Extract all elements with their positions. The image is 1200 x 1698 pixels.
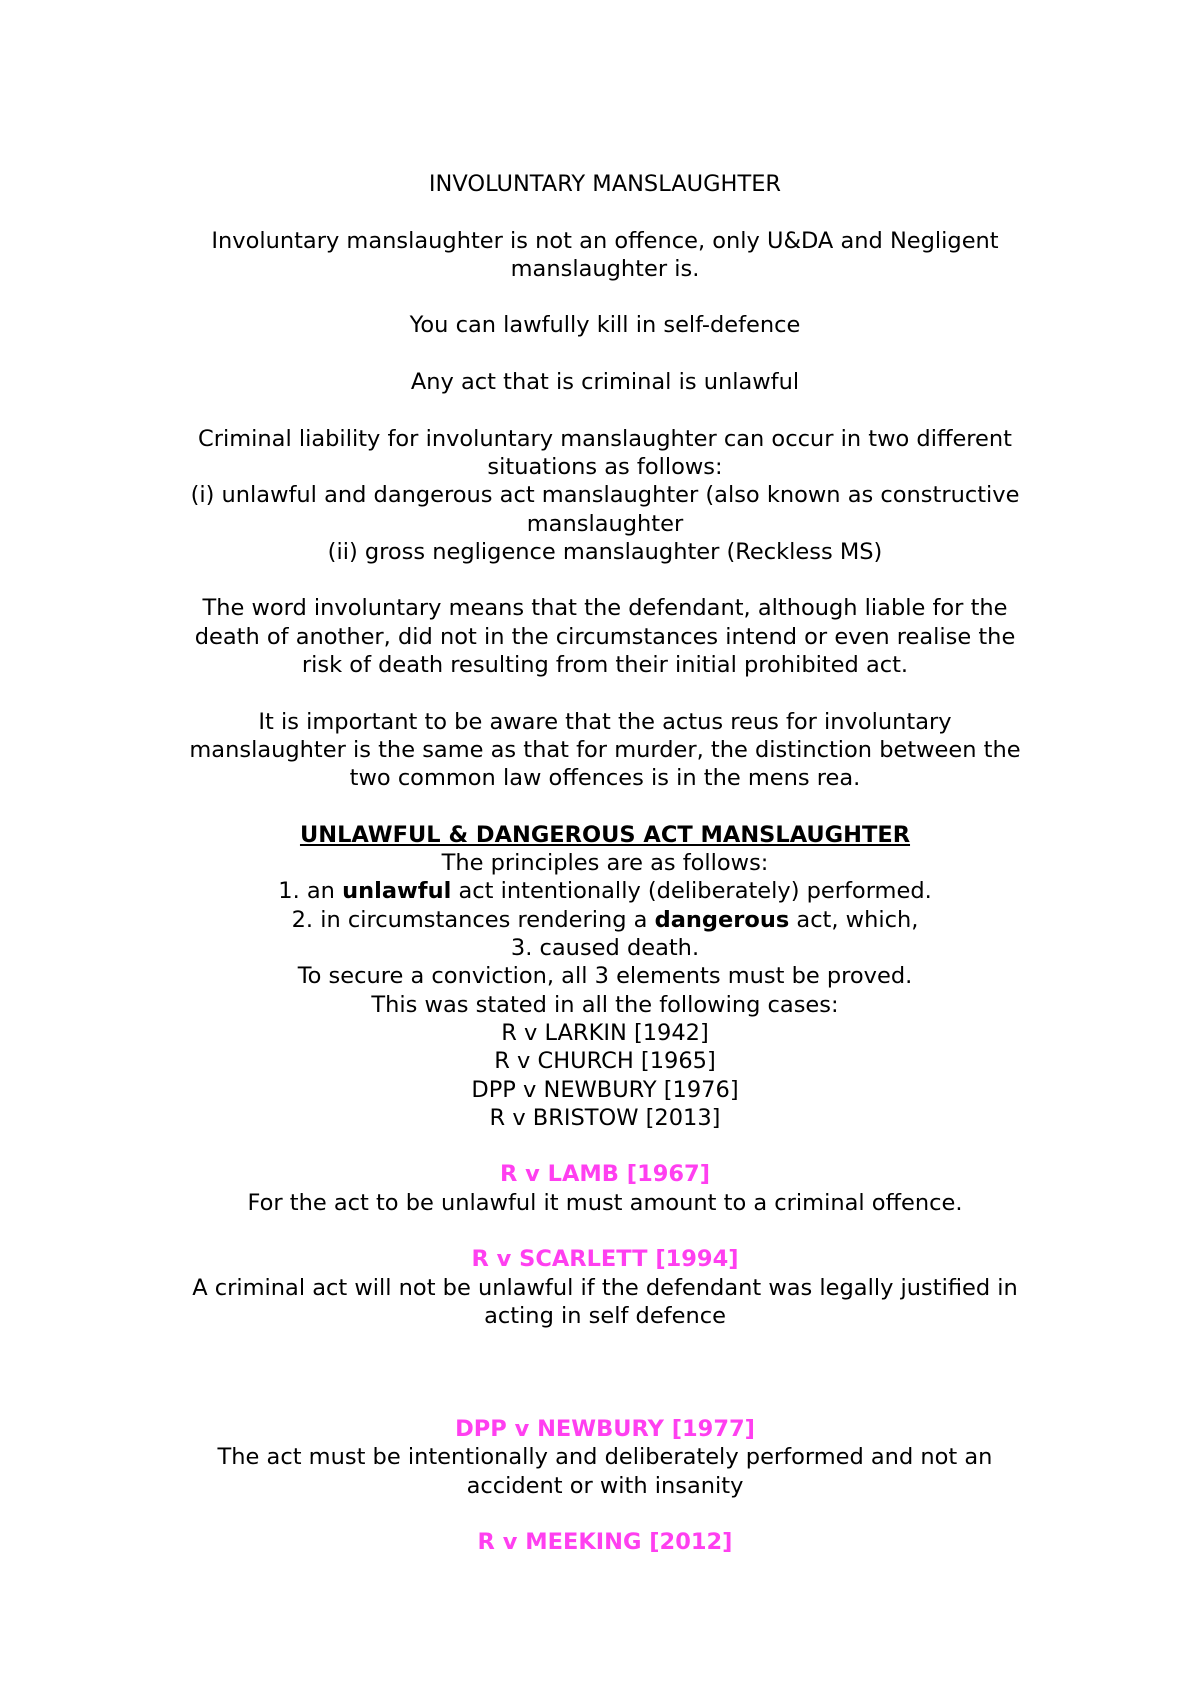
- intro-paragraph-4-line-2: situations as follows:: [487, 453, 723, 480]
- intro-paragraph-2: You can lawfully kill in self-defence: [409, 312, 801, 339]
- intro-paragraph-1-line-2: manslaughter is.: [510, 255, 700, 282]
- principle-1-post: act intentionally (deliberately) performed.: [451, 878, 932, 905]
- intro-paragraph-5-line-2: death of another, did not in the circumstances intend or even realise the: [194, 623, 1016, 650]
- case-title-lamb: R v LAMB [1967]: [500, 1161, 710, 1188]
- case-title-newbury: DPP v NEWBURY [1977]: [455, 1416, 755, 1443]
- section-heading-udam: UNLAWFUL & DANGEROUS ACT MANSLAUGHTER: [299, 821, 911, 848]
- case-text-scarlett-line-1: A criminal act will not be unlawful if the defendant was legally justified in: [192, 1274, 1018, 1301]
- case-text-newbury-line-2: accident or with insanity: [466, 1472, 744, 1499]
- case-title-meeking: R v MEEKING [2012]: [477, 1529, 733, 1556]
- principle-1-pre: 1. an: [278, 878, 343, 905]
- principle-2-pre: 2. in circumstances rendering a: [291, 906, 655, 933]
- intro-paragraph-1-line-1: Involuntary manslaughter is not an offence, only U&DA and Negligent: [211, 227, 999, 254]
- intro-paragraph-6-line-3: two common law offences is in the mens rea.: [349, 765, 861, 792]
- intro-paragraph-6-line-1: It is important to be aware that the actus reus for involuntary: [258, 708, 952, 735]
- case-list-item: R v BRISTOW [2013]: [489, 1104, 721, 1131]
- principles-intro: The principles are as follows:: [441, 850, 769, 877]
- case-list-item: R v LARKIN [1942]: [501, 1019, 709, 1046]
- case-text-lamb: For the act to be unlawful it must amount to a criminal offence.: [247, 1189, 963, 1216]
- case-text-scarlett-line-2: acting in self defence: [484, 1302, 726, 1329]
- intro-paragraph-4-line-5: (ii) gross negligence manslaughter (Reckless MS): [327, 538, 883, 565]
- principle-2-bold: dangerous: [654, 906, 790, 933]
- principle-2-post: act, which,: [789, 906, 919, 933]
- intro-paragraph-5-line-3: risk of death resulting from their initial prohibited act.: [301, 652, 909, 679]
- principle-3: 3. caused death.: [510, 935, 700, 962]
- case-text-newbury-line-1: The act must be intentionally and deliberately performed and not an: [217, 1444, 993, 1471]
- document-title: INVOLUNTARY MANSLAUGHTER: [428, 171, 782, 197]
- principle-1-bold: unlawful: [342, 878, 452, 905]
- principle-1: [150, 877, 1060, 905]
- intro-paragraph-4-line-3: (i) unlawful and dangerous act manslaughter (also known as constructive: [190, 482, 1020, 509]
- case-list-item: R v CHURCH [1965]: [494, 1048, 716, 1075]
- intro-paragraph-6-line-2: manslaughter is the same as that for murder, the distinction between the: [189, 736, 1021, 763]
- conviction-text: To secure a conviction, all 3 elements must be proved.: [297, 963, 913, 990]
- case-title-scarlett: R v SCARLETT [1994]: [471, 1246, 739, 1273]
- document-page: [150, 170, 1060, 1557]
- principle-2: [150, 906, 1060, 934]
- intro-paragraph-3: Any act that is criminal is unlawful: [410, 369, 800, 396]
- intro-paragraph-4-line-4: manslaughter: [526, 510, 684, 537]
- stated-text: This was stated in all the following cases:: [371, 991, 839, 1018]
- intro-paragraph-4-line-1: Criminal liability for involuntary manslaughter can occur in two different: [198, 425, 1012, 452]
- intro-paragraph-5-line-1: The word involuntary means that the defendant, although liable for the: [202, 595, 1008, 622]
- case-list-item: DPP v NEWBURY [1976]: [471, 1076, 739, 1103]
